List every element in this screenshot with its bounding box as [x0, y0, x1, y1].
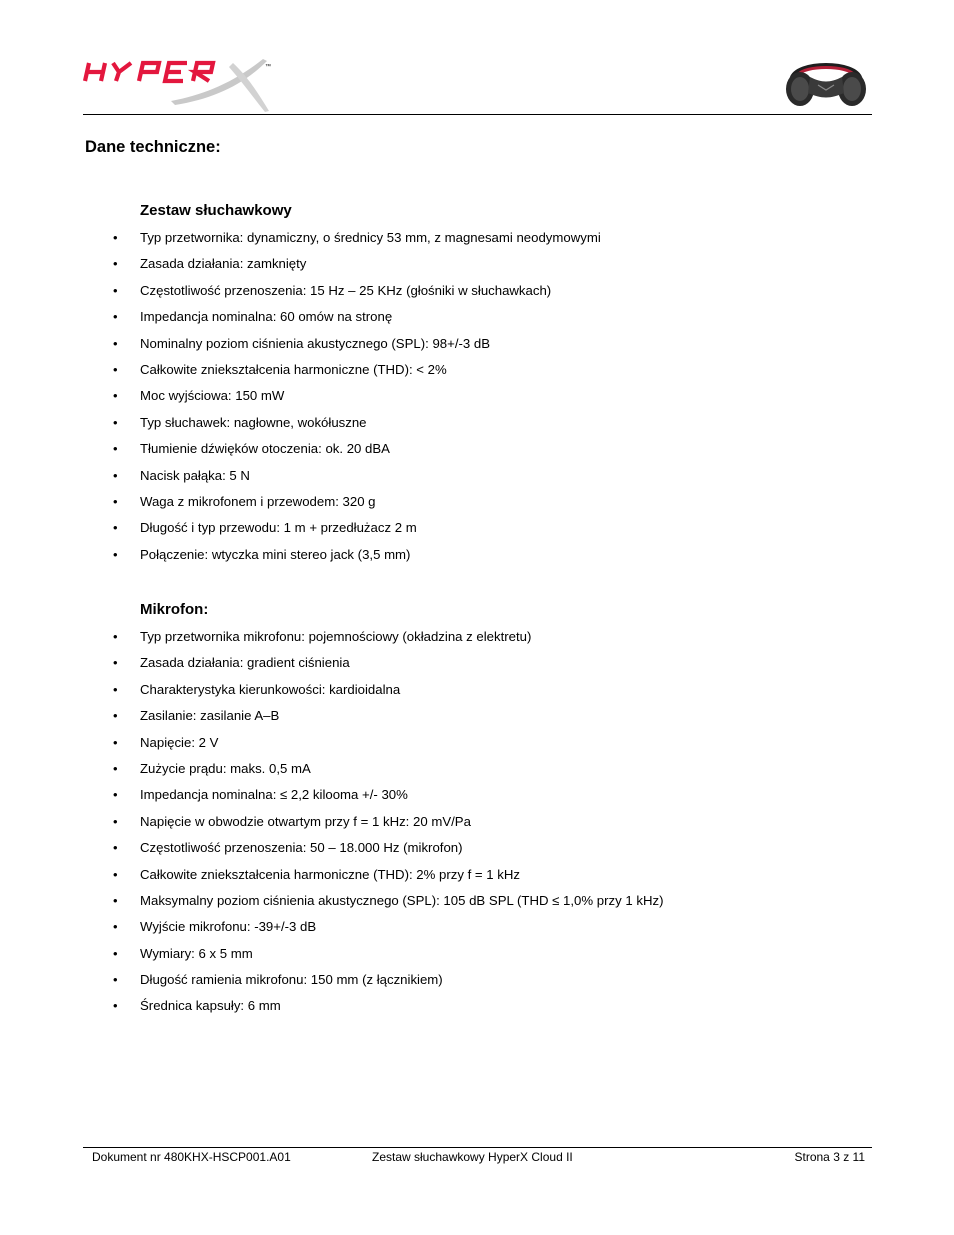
bullet-mark: •	[113, 282, 118, 298]
spec-text: Charakterystyka kierunkowości: kardioidalna	[140, 681, 401, 697]
spec-text: Długość i typ przewodu: 1 m + przedłużacz 2 m	[140, 520, 417, 536]
section-heading-microphone: Mikrofon:	[140, 601, 209, 618]
bullet-mark: •	[113, 441, 118, 457]
bullet-mark: •	[113, 230, 118, 245]
spec-text: Zużycie prądu: maks. 0,5 mA	[140, 760, 311, 776]
trademark-mark: ™	[265, 64, 271, 70]
spec-text: Częstotliwość przenoszenia: 15 Hz – 25 KHz (głośniki w słuchawkach)	[140, 282, 552, 298]
spec-text: Napięcie: 2 V	[140, 734, 219, 750]
bullet-mark: •	[113, 840, 118, 856]
spec-text: Częstotliwość przenoszenia: 50 – 18.000 Hz (mikrofon)	[140, 840, 463, 856]
bullet-mark: •	[113, 708, 118, 724]
bullet-mark: •	[113, 335, 118, 351]
headset-photo-icon	[782, 57, 870, 111]
spec-text: Całkowite zniekształcenia harmoniczne (THD): < 2%	[140, 361, 447, 377]
footer-page-number: Strona 3 z 11	[794, 1150, 865, 1164]
spec-text: Połączenie: wtyczka mini stereo jack (3,5 mm)	[140, 546, 411, 562]
spec-text: Waga z mikrofonem i przewodem: 320 g	[140, 493, 376, 509]
bullet-mark: •	[113, 681, 118, 697]
bullet-mark: •	[113, 998, 118, 1014]
bullet-mark: •	[113, 629, 118, 644]
bullet-mark: •	[113, 945, 118, 961]
spec-text: Zasada działania: zamknięty	[140, 256, 307, 272]
bullet-mark: •	[113, 256, 118, 272]
page-title: Dane techniczne:	[85, 138, 221, 156]
bullet-mark: •	[113, 972, 118, 988]
spec-text: Maksymalny poziom ciśnienia akustycznego (SPL): 105 dB SPL (THD ≤ 1,0% przy 1 kHz)	[140, 892, 664, 908]
bullet-mark: •	[113, 361, 118, 377]
bullet-mark: •	[113, 388, 118, 404]
hyperx-logo	[83, 55, 283, 115]
footer-rule	[83, 1147, 872, 1148]
bullet-mark: •	[113, 520, 118, 536]
spec-text: Długość ramienia mikrofonu: 150 mm (z łącznikiem)	[140, 972, 443, 988]
spec-text: Typ przetwornika: dynamiczny, o średnicy 53 mm, z magnesami neodymowymi	[140, 230, 601, 245]
spec-text: Napięcie w obwodzie otwartym przy f = 1 kHz: 20 mV/Pa	[140, 813, 471, 829]
bullet-mark: •	[113, 734, 118, 750]
spec-text: Wyjście mikrofonu: -39+/-3 dB	[140, 919, 317, 935]
spec-text: Nominalny poziom ciśnienia akustycznego (SPL): 98+/-3 dB	[140, 335, 491, 351]
bullet-mark: •	[113, 813, 118, 829]
bullet-mark: •	[113, 919, 118, 935]
spec-text: Impedancja nominalna: ≤ 2,2 kilooma +/- 30%	[140, 787, 408, 803]
spec-text: Moc wyjściowa: 150 mW	[140, 388, 285, 404]
spec-text: Typ przetwornika mikrofonu: pojemnościowy (okładzina z elektretu)	[140, 629, 532, 644]
bullet-mark: •	[113, 866, 118, 882]
bullet-mark: •	[113, 760, 118, 776]
spec-text: Nacisk pałąka: 5 N	[140, 467, 250, 483]
bullet-mark: •	[113, 655, 118, 671]
spec-text: Zasada działania: gradient ciśnienia	[140, 655, 350, 671]
page-header	[83, 55, 872, 115]
spec-text: Zasilanie: zasilanie A–B	[140, 708, 280, 724]
bullet-mark: •	[113, 787, 118, 803]
section-heading-headset: Zestaw słuchawkowy	[140, 202, 292, 219]
header-rule	[83, 114, 872, 115]
spec-text: Impedancja nominalna: 60 omów na stronę	[140, 309, 393, 325]
footer-document-title: Zestaw słuchawkowy HyperX Cloud II	[372, 1150, 573, 1164]
spec-text: Średnica kapsuły: 6 mm	[140, 998, 281, 1014]
spec-text: Tłumienie dźwięków otoczenia: ok. 20 dBA	[140, 441, 390, 457]
spec-text: Wymiary: 6 x 5 mm	[140, 945, 253, 961]
bullet-mark: •	[113, 493, 118, 509]
bullet-mark: •	[113, 892, 118, 908]
bullet-mark: •	[113, 467, 118, 483]
bullet-mark: •	[113, 309, 118, 325]
bullet-mark: •	[113, 546, 118, 562]
bullet-mark: •	[113, 414, 118, 430]
spec-text: Typ słuchawek: nagłowne, wokółuszne	[140, 414, 367, 430]
spec-text: Całkowite zniekształcenia harmoniczne (THD): 2% przy f = 1 kHz	[140, 866, 521, 882]
footer-document-number: Dokument nr 480KHX-HSCP001.A01	[92, 1150, 291, 1164]
